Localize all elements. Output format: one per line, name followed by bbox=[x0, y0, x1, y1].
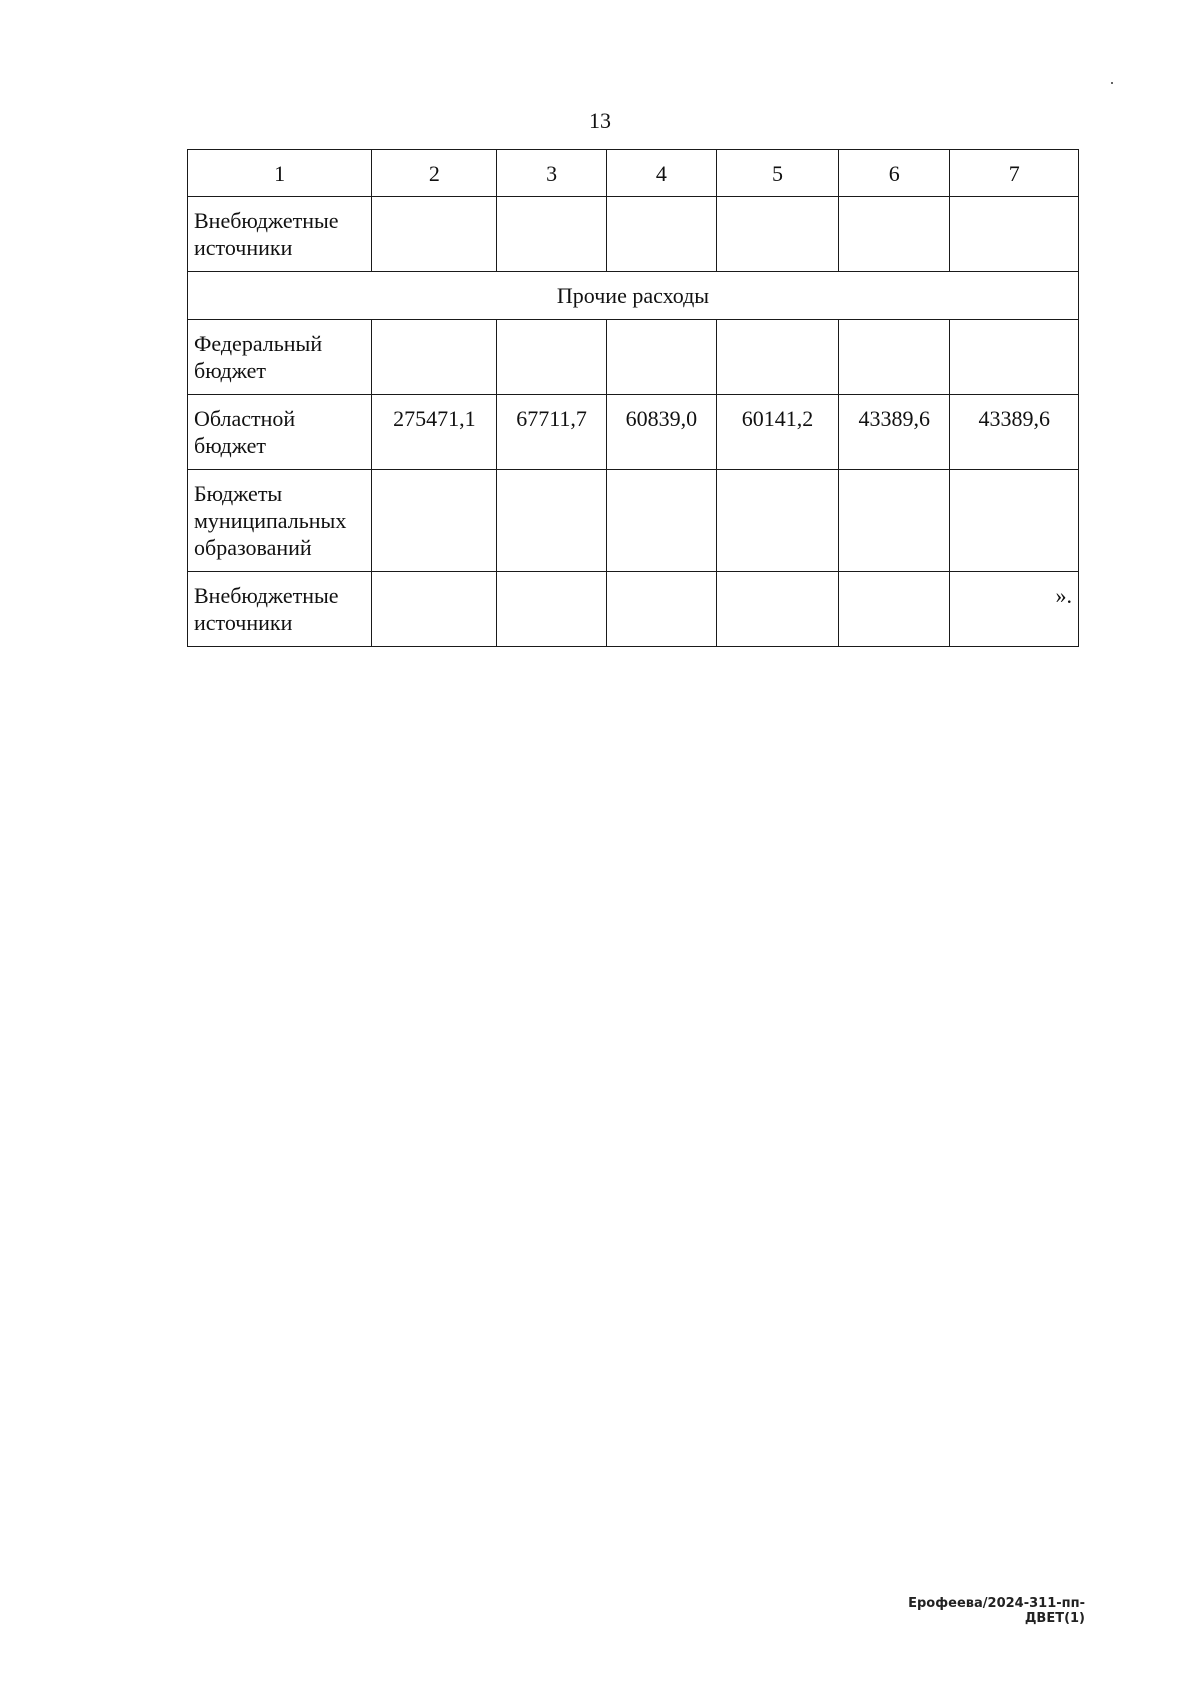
column-header: 6 bbox=[839, 150, 950, 197]
table-cell bbox=[839, 470, 950, 572]
table-cell bbox=[839, 197, 950, 272]
table-cell bbox=[497, 572, 606, 647]
table-cell bbox=[497, 470, 606, 572]
row-label: Бюджеты муниципальных образований bbox=[188, 470, 372, 572]
table-cell bbox=[606, 470, 716, 572]
table-cell bbox=[950, 320, 1079, 395]
table-cell bbox=[839, 320, 950, 395]
page-number: 13 bbox=[589, 108, 611, 133]
column-header: 1 bbox=[188, 150, 372, 197]
table-cell bbox=[717, 572, 839, 647]
table-cell bbox=[839, 572, 950, 647]
table-cell bbox=[950, 197, 1079, 272]
table-cell: 60141,2 bbox=[717, 395, 839, 470]
table-cell bbox=[606, 572, 716, 647]
budget-table bbox=[187, 149, 1079, 647]
table-cell bbox=[497, 320, 606, 395]
table-cell bbox=[717, 470, 839, 572]
table-cell bbox=[497, 197, 606, 272]
table-cell: 67711,7 bbox=[497, 395, 606, 470]
row-label: Внебюджетные источники bbox=[188, 197, 372, 272]
column-header: 3 bbox=[497, 150, 606, 197]
table-header-row bbox=[188, 150, 1079, 197]
table-cell bbox=[372, 470, 497, 572]
column-header: 4 bbox=[606, 150, 716, 197]
table-cell bbox=[606, 320, 716, 395]
row-label: Внебюджетные источники bbox=[188, 572, 372, 647]
table-cell bbox=[372, 572, 497, 647]
table-cell bbox=[717, 197, 839, 272]
table-cell bbox=[606, 197, 716, 272]
closing-quote-mark: ». bbox=[950, 572, 1079, 647]
column-header: 5 bbox=[717, 150, 839, 197]
column-header: 7 bbox=[950, 150, 1079, 197]
table-cell: 275471,1 bbox=[372, 395, 497, 470]
table-row bbox=[188, 572, 1079, 647]
column-header: 2 bbox=[372, 150, 497, 197]
table-cell: 43389,6 bbox=[839, 395, 950, 470]
section-heading: Прочие расходы bbox=[188, 272, 1079, 320]
table-cell bbox=[372, 197, 497, 272]
table-row bbox=[188, 470, 1079, 572]
document-footer-code: Ерофеева/2024-311-пп-ДВЕТ(1) bbox=[908, 1596, 1085, 1626]
section-row bbox=[188, 272, 1079, 320]
table-row bbox=[188, 395, 1079, 470]
table-cell bbox=[372, 320, 497, 395]
table-row bbox=[188, 320, 1079, 395]
table-cell: 60839,0 bbox=[606, 395, 716, 470]
row-label: Федеральный бюджет bbox=[188, 320, 372, 395]
table-cell: 43389,6 bbox=[950, 395, 1079, 470]
table-cell bbox=[950, 470, 1079, 572]
table-cell bbox=[717, 320, 839, 395]
row-label: Областной бюджет bbox=[188, 395, 372, 470]
scan-speck bbox=[1111, 82, 1113, 84]
table-row bbox=[188, 197, 1079, 272]
